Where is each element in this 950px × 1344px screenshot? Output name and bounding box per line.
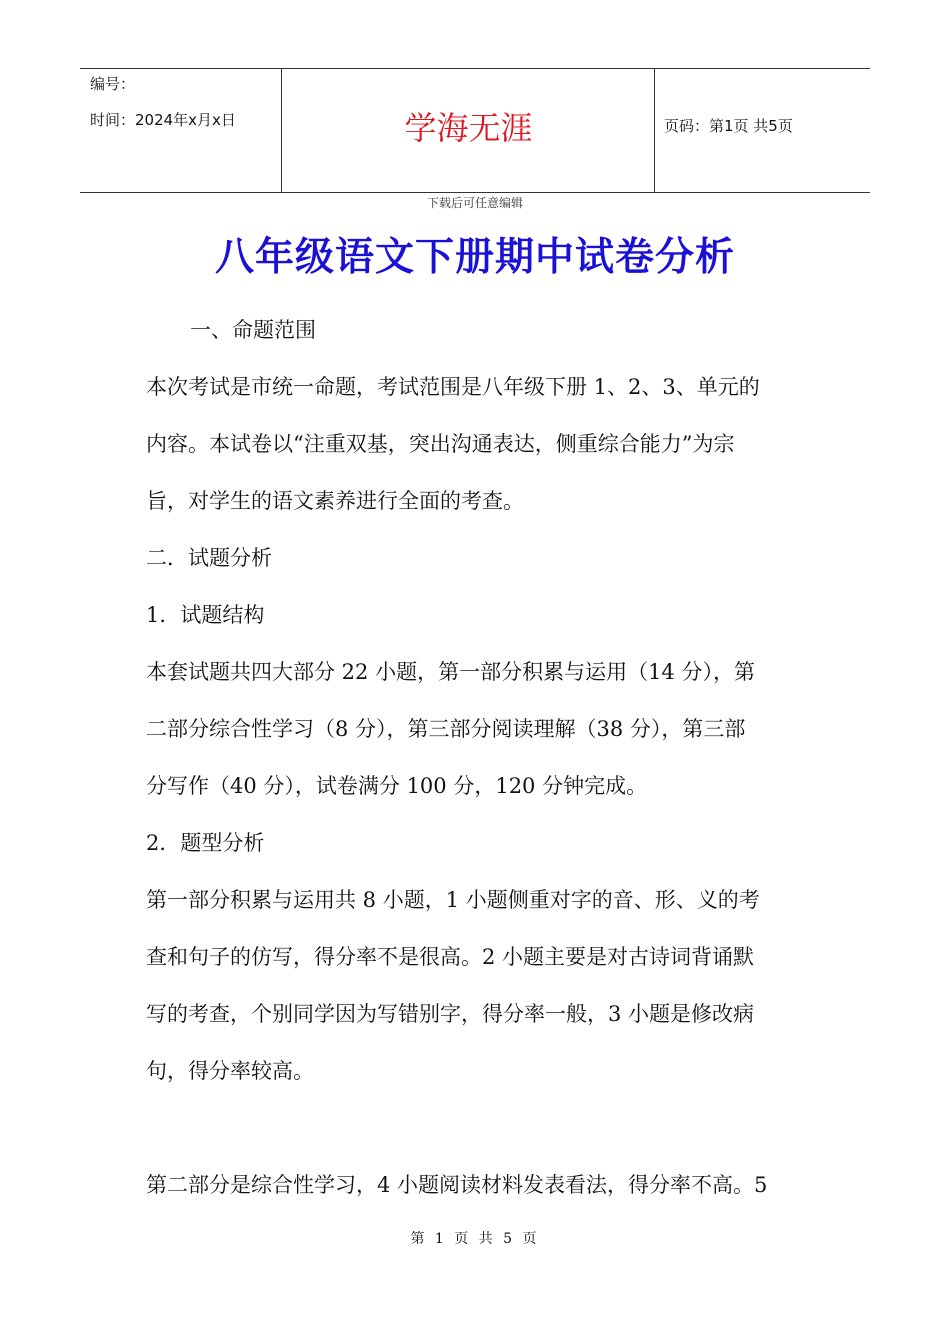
paragraph-line: 内容。本试卷以“注重双基，突出沟通表达，侧重综合能力”为宗 <box>146 432 735 456</box>
paragraph-line: 本次考试是市统一命题，考试范围是八年级下册 1、2、3、单元的 <box>146 375 760 399</box>
paragraph-line: 本套试题共四大部分 22 小题，第一部分积累与运用（14 分），第 <box>146 660 755 684</box>
document-header <box>80 68 870 193</box>
subsection-heading: 1．试题结构 <box>146 603 265 627</box>
header-number-label: 编号： <box>90 75 136 93</box>
header-time-label: 时间：2024年x月x日 <box>90 111 236 129</box>
paragraph-line: 查和句子的仿写，得分率不是很高。2 小题主要是对古诗词背诵默 <box>146 945 755 969</box>
download-note: 下载后可任意编辑 <box>426 196 523 210</box>
paragraph-line: 旨，对学生的语文素养进行全面的考查。 <box>146 489 524 513</box>
header-brand: 学海无涯 <box>404 109 533 147</box>
section-heading: 一、命题范围 <box>190 318 316 342</box>
paragraph-line: 句，得分率较高。 <box>146 1059 314 1083</box>
paragraph-line: 第一部分积累与运用共 8 小题，1 小题侧重对字的音、形、义的考 <box>146 888 760 912</box>
document-title: 八年级语文下册期中试卷分析 <box>214 235 735 280</box>
subsection-heading: 2．题型分析 <box>146 831 265 855</box>
header-page-label: 页码：第1页 共5页 <box>664 117 793 135</box>
section-heading: 二．试题分析 <box>146 546 272 570</box>
paragraph-line: 分写作（40 分），试卷满分 100 分，120 分钟完成。 <box>146 774 648 798</box>
paragraph-line: 二部分综合性学习（8 分），第三部分阅读理解（38 分），第三部 <box>146 717 746 741</box>
page-footer: 第 1 页 共 5 页 <box>410 1231 540 1247</box>
paragraph-line: 第二部分是综合性学习，4 小题阅读材料发表看法，得分率不高。5 <box>146 1173 768 1197</box>
paragraph-line: 写的考查，个别同学因为写错别字，得分率一般，3 小题是修改病 <box>146 1002 755 1026</box>
